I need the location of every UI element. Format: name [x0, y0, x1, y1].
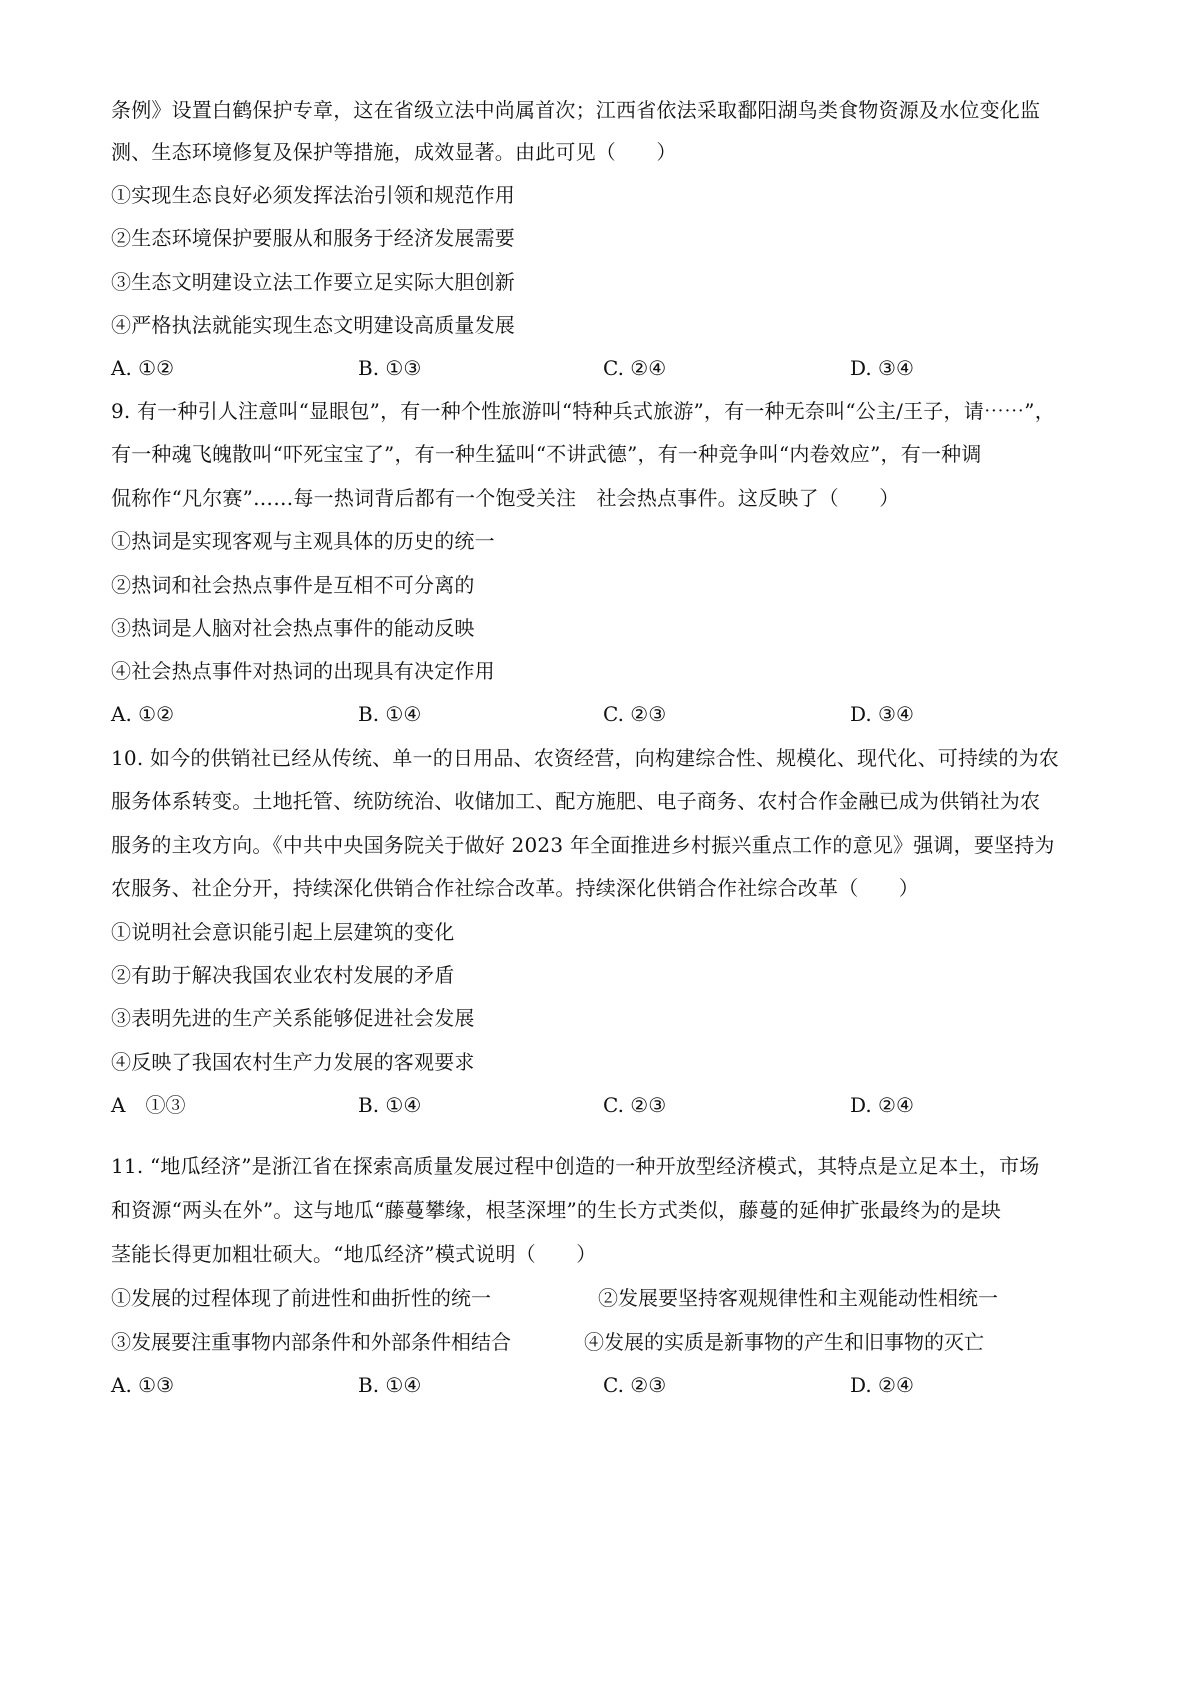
question-10-option-c[interactable]: C. ②③: [603, 1093, 667, 1117]
question-10-text-line-3: 服务的主攻方向。《中共中央国务院关于做好 2023 年全面推进乡村振兴重点工作的意见》强调，要坚持为: [111, 833, 1055, 857]
question-8-statement-4: ④严格执法就能实现生态文明建设高质量发展: [111, 313, 515, 337]
question-8-option-b[interactable]: B. ①③: [358, 356, 422, 380]
question-8-option-a[interactable]: A. ①②: [111, 356, 175, 380]
question-9-text-line-3: 侃称作“凡尔赛”……每一热词背后都有一个饱受关注 社会热点事件。这反映了（ ）: [111, 486, 900, 510]
question-8-text-line-2: 测、生态环境修复及保护等措施，成效显著。由此可见（ ）: [111, 140, 677, 164]
question-9-statement-1: ①热词是实现客观与主观具体的历史的统一: [111, 529, 495, 553]
question-8-option-c[interactable]: C. ②④: [603, 356, 667, 380]
question-10-statement-4: ④反映了我国农村生产力发展的客观要求: [111, 1050, 475, 1074]
question-11-statement-4: ④发展的实质是新事物的产生和旧事物的灭亡: [584, 1330, 984, 1354]
question-9-option-c[interactable]: C. ②③: [603, 702, 667, 726]
question-8-option-d[interactable]: D. ③④: [850, 356, 914, 380]
question-9-statement-2: ②热词和社会热点事件是互相不可分离的: [111, 573, 475, 597]
question-10-statement-3: ③表明先进的生产关系能够促进社会发展: [111, 1006, 475, 1030]
question-10-text-line-1: 10. 如今的供销社已经从传统、单一的日用品、农资经营，向构建综合性、规模化、现代化、可持续的为农: [111, 746, 1059, 770]
question-10-option-b[interactable]: B. ①④: [358, 1093, 422, 1117]
question-10-statement-2: ②有助于解决我国农业农村发展的矛盾: [111, 963, 455, 987]
question-9-statement-3: ③热词是人脑对社会热点事件的能动反映: [111, 616, 475, 640]
question-9-text-line-2: 有一种魂飞魄散叫“吓死宝宝了”，有一种生猛叫“不讲武德”，有一种竞争叫“内卷效应”，有一种调: [111, 442, 982, 466]
question-10-option-d[interactable]: D. ②④: [850, 1093, 914, 1117]
question-11-text-line-1: 11. “地瓜经济”是浙江省在探索高质量发展过程中创造的一种开放型经济模式，其特点是立足本土，市场: [111, 1154, 1040, 1178]
question-8-statement-1: ①实现生态良好必须发挥法治引领和规范作用: [111, 183, 515, 207]
question-9-option-d[interactable]: D. ③④: [850, 702, 914, 726]
question-9-statement-4: ④社会热点事件对热词的出现具有决定作用: [111, 659, 495, 683]
question-11-statement-2: ②发展要坚持客观规律性和主观能动性相统一: [598, 1286, 998, 1310]
question-11-text-line-3: 茎能长得更加粗壮硕大。“地瓜经济”模式说明（ ）: [111, 1242, 597, 1266]
question-8-text-line-1: 条例》设置白鹤保护专章，这在省级立法中尚属首次；江西省依法采取鄱阳湖鸟类食物资源及水位变化监: [111, 98, 1041, 122]
question-9-text-line-1: 9. 有一种引人注意叫“显眼包”，有一种个性旅游叫“特种兵式旅游”，有一种无奈叫“公主/王子，请⋯⋯”，: [111, 399, 1055, 423]
question-11-text-line-2: 和资源“两头在外”。这与地瓜“藤蔓攀缘，根茎深埋”的生长方式类似，藤蔓的延伸扩张最终为的是块: [111, 1198, 1002, 1222]
question-11-option-b[interactable]: B. ①④: [358, 1373, 422, 1397]
question-11-option-a[interactable]: A. ①③: [111, 1373, 175, 1397]
question-11-option-c[interactable]: C. ②③: [603, 1373, 667, 1397]
question-10-text-line-2: 服务体系转变。土地托管、统防统治、收储加工、配方施肥、电子商务、农村合作金融已成为供销社为农: [111, 789, 1041, 813]
question-9-option-a[interactable]: A. ①②: [111, 702, 175, 726]
question-11-statement-1: ①发展的过程体现了前进性和曲折性的统一: [111, 1286, 491, 1310]
question-9-option-b[interactable]: B. ①④: [358, 702, 422, 726]
question-8-statement-2: ②生态环境保护要服从和服务于经济发展需要: [111, 226, 515, 250]
question-8-statement-3: ③生态文明建设立法工作要立足实际大胆创新: [111, 270, 515, 294]
question-11-option-d[interactable]: D. ②④: [850, 1373, 914, 1397]
question-10-text-line-4: 农服务、社企分开，持续深化供销合作社综合改革。持续深化供销合作社综合改革（ ）: [111, 876, 919, 900]
question-10-statement-1: ①说明社会意识能引起上层建筑的变化: [111, 920, 455, 944]
question-11-statement-3: ③发展要注重事物内部条件和外部条件相结合: [111, 1330, 511, 1354]
question-10-option-a[interactable]: A ①③: [111, 1093, 186, 1117]
